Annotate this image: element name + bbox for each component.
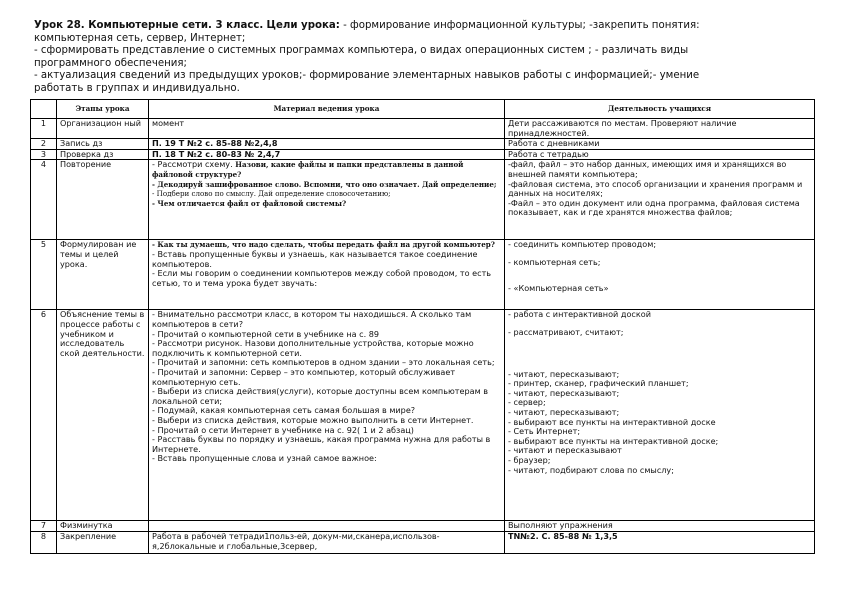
material-line: П. 18 Т №2 с. 80-83 № 2,4,7	[152, 149, 281, 159]
goals-line-3: - сформировать представление о системных программах компьютера, о видах операционных систем ; - различать виды	[34, 45, 689, 57]
row-stage: Запись дз	[57, 139, 149, 150]
activity-line: -Файл – это один документ или одна программа, файловая система показывает, как и где хранятся множества файлов;	[508, 197, 800, 218]
goals-line-5: - актуализация сведений из предыдущих уроков;- формирование элементарных навыков работы с информацией;- умение	[34, 70, 700, 82]
material-line: - Рассмотри схему.	[152, 159, 233, 170]
row-activity	[505, 310, 815, 521]
row-stage: Формулирован ие темы и целей урока.	[57, 240, 149, 310]
row-number: 3	[31, 149, 57, 160]
material-line: - Внимательно рассмотри класс, в котором ты находишься. А сколько там компьютеров в сети?	[152, 309, 472, 329]
activity-line: -файл, файл – это набор данных, имеющих имя и хранящихся во внешней памяти компьютера;	[508, 159, 787, 179]
material-line: - Прочитай и запомни: сеть компьютеров в одном здании – это локальная сеть;	[152, 357, 495, 368]
row-activity	[505, 240, 815, 310]
row-activity	[505, 521, 815, 532]
activity-line: - выбирают все пункты на интерактивной доске	[508, 416, 716, 427]
material-line: Работа в рабочей тетради1польз-ей, докум-ми,сканера,использов-я,2блокальные и глобальные,3сервер,	[152, 531, 440, 551]
spacer	[508, 268, 811, 276]
material-line: - Чем отличается файл от файловой системы?	[152, 198, 347, 208]
lesson-header	[34, 20, 794, 96]
row-number: 7	[31, 521, 57, 532]
table-row	[31, 119, 815, 139]
table-header-row	[31, 100, 815, 119]
material-line: - Выбери из списка действия(услуги), которые доступны всем компьютерам в локальной сети;	[152, 386, 489, 406]
material-line: момент	[152, 118, 185, 128]
activity-line: - читают, пересказывают;	[508, 406, 620, 417]
activity-line: - сервер;	[508, 397, 546, 408]
row-activity	[505, 119, 815, 139]
row-material	[149, 521, 505, 532]
activity-line: - выбирают все пункты на интерактивной доске;	[508, 435, 719, 446]
row-activity	[505, 531, 815, 553]
activity-line: - Сеть Интернет;	[508, 426, 581, 437]
row-stage: Повторение	[57, 160, 149, 240]
table-row	[31, 240, 815, 310]
goals-label: Цели урока:	[266, 20, 340, 31]
material-line: - Вставь пропущенные буквы и узнаешь, как называется такое соединение компьютеров.	[152, 248, 478, 269]
table-row	[31, 160, 815, 240]
activity-line: Выполняют упражнения	[508, 520, 613, 531]
header-stages: Этапы урока	[57, 100, 149, 119]
activity-line: Работа с дневниками	[508, 138, 600, 149]
row-number: 2	[31, 139, 57, 150]
table-row	[31, 139, 815, 150]
material-line: - Подумай, какая компьютерная сеть самая большая в мире?	[152, 405, 416, 416]
spacer	[508, 338, 811, 346]
table-row	[31, 521, 815, 532]
row-stage: Физминутка	[57, 521, 149, 532]
activity-line: - читают, пересказывают;	[508, 368, 620, 379]
goals-line-4: программного обеспечения;	[34, 57, 187, 69]
row-stage: Организацион ный	[57, 119, 149, 139]
material-line: - Как ты думаешь, что надо сделать, чтобы передать файл на другой компьютер?	[152, 240, 495, 250]
material-line: - Расставь буквы по порядку и узнаешь, какая программа нужна для работы в Интернете.	[152, 434, 491, 454]
activity-line: - работа с интерактивной доской	[508, 309, 651, 320]
activity-line: - рассматривают, считают;	[508, 326, 624, 337]
table-row	[31, 310, 815, 521]
activity-line: -файловая система, это способ организации и хранения программ и данных на носителях;	[508, 178, 803, 199]
material-line: - Выбери из списка действия, которые можно выполнить в сети Интернет.	[152, 414, 474, 425]
row-material	[149, 240, 505, 310]
row-material	[149, 149, 505, 160]
spacer	[508, 354, 811, 362]
header-activity: Деятельность учащихся	[505, 100, 815, 119]
row-number: 8	[31, 531, 57, 553]
lesson-title: Урок 28. Компьютерные сети. 3 класс.	[34, 20, 264, 31]
material-line: - Прочитай и запомни: Сервер – это компьютер, который обслуживает компьютерную сеть.	[152, 366, 456, 387]
activity-line: - соединить компьютер проводом;	[508, 239, 657, 250]
row-stage: Закрепление	[57, 531, 149, 553]
goals-line-2: компьютерная сеть, сервер, Интернет;	[34, 32, 246, 44]
material-line: - Прочитай о компьютерной сети в учебнике на с. 89	[152, 328, 380, 339]
activity-line: - читают, подбирают слова по смыслу;	[508, 464, 674, 475]
row-activity	[505, 139, 815, 150]
material-line: П. 19 Т №2 с. 85-88 №2,4,8	[152, 138, 278, 149]
table-row	[31, 149, 815, 160]
activity-line: Дети рассаживаются по местам. Проверяют наличие принадлежностей.	[508, 118, 737, 138]
row-stage: Проверка дз	[57, 149, 149, 160]
activity-line: - читают, пересказывают;	[508, 387, 620, 398]
header-material: Материал ведения урока	[149, 100, 505, 119]
material-line: - Подбери слово по смыслу. Дай определение словосочетанию;	[152, 189, 391, 199]
row-material	[149, 160, 505, 240]
row-material	[149, 139, 505, 150]
material-line: - Вставь пропущенные слова и узнай самое важное:	[152, 453, 377, 464]
row-material	[149, 310, 505, 521]
row-material	[149, 119, 505, 139]
material-line: - Декодируй зашифрованное слово. Вспомни, что оно означает. Дай определение;	[152, 179, 497, 189]
row-activity	[505, 149, 815, 160]
row-number: 4	[31, 160, 57, 240]
goals-line-6: работать в группах и индивидуально.	[34, 82, 240, 94]
header-number	[31, 100, 57, 119]
material-line: - Если мы говорим о соединении компьютеров между собой проводом, то есть сетью, то и тема урока будет звучать:	[152, 268, 492, 288]
activity-line: Работа с тетрадью	[508, 149, 589, 159]
activity-line: - компьютерная сеть;	[508, 256, 601, 267]
material-line: - Рассмотри рисунок. Назови дополнительные устройства, которые можно подключить к компьютерной сети.	[152, 338, 474, 358]
row-number: 1	[31, 119, 57, 139]
activity-line: ТN№2. С. 85-88 № 1,3,5	[508, 531, 618, 541]
lesson-plan-table	[30, 99, 815, 554]
row-stage: Объяснение темы в процессе работы с учебником и исследователь ской деятельности.	[57, 310, 149, 521]
spacer	[508, 346, 811, 354]
row-number: 6	[31, 310, 57, 521]
activity-line: - «Компьютерная сеть»	[508, 282, 609, 293]
row-number: 5	[31, 240, 57, 310]
activity-line: - читают и пересказывают	[508, 445, 622, 456]
row-material	[149, 531, 505, 553]
row-activity	[505, 160, 815, 240]
material-line: - Прочитай о сети Интернет в учебнике на с. 92( 1 и 2 абзац)	[152, 424, 414, 435]
header-line-1	[34, 20, 794, 33]
table-row	[31, 531, 815, 553]
activity-line: - принтер, сканер, графический планшет;	[508, 378, 689, 389]
goals-line-1: - формирование информационной культуры; -закрепить понятия:	[339, 20, 700, 31]
activity-line: - браузер;	[508, 454, 551, 465]
material-line: Назови, какие файлы и папки представлены в данной файловой структуре?	[152, 160, 464, 179]
